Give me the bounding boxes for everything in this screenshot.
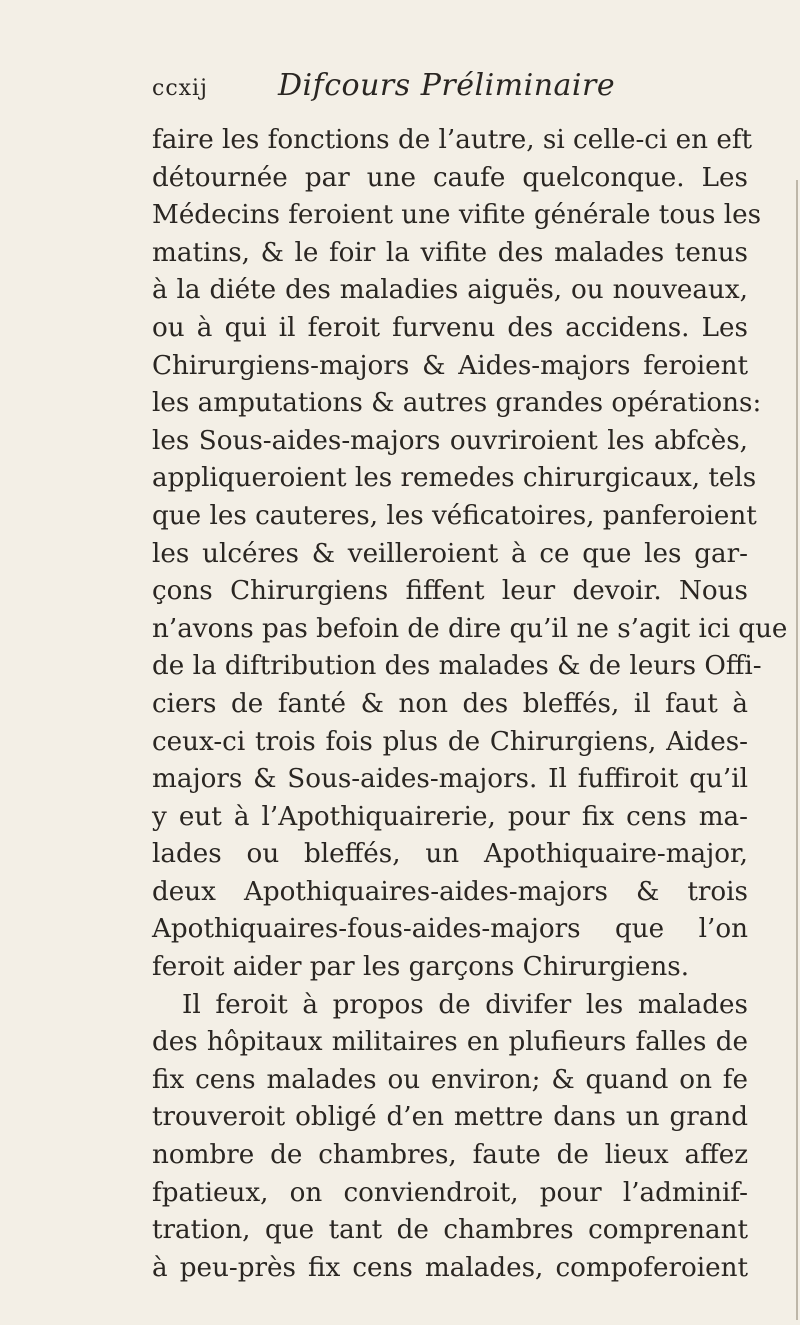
page-edge-rule bbox=[796, 180, 798, 1320]
text-line: à peu-près fix cens malades, compoferoient bbox=[152, 1252, 748, 1283]
text-line: à la diéte des maladies aiguës, ou nouveaux, bbox=[152, 275, 748, 306]
text-line: appliqueroient les remedes chirurgicaux, tels bbox=[152, 463, 757, 494]
text-line: de la diftribution des malades & de leurs Offi- bbox=[152, 651, 762, 682]
text-line: feroit aider par les garçons Chirurgiens. bbox=[152, 952, 690, 983]
text-line: y eut à l’Apothiquairerie, pour fix cens ma- bbox=[152, 801, 748, 832]
text-line: des hôpitaux militaires en plufieurs falles de bbox=[152, 1027, 748, 1058]
text-line: tration, que tant de chambres comprenant bbox=[152, 1215, 748, 1246]
page-header bbox=[152, 62, 748, 106]
page-number: ccxij bbox=[152, 76, 208, 101]
text-line: Chirurgiens-majors & Aides-majors feroient bbox=[152, 350, 748, 381]
body-text bbox=[152, 122, 788, 1287]
text-line: faire les fonctions de l’autre, si celle-ci en eft bbox=[152, 125, 753, 155]
text-line: n’avons pas befoin de dire qu’il ne s’agit ici que bbox=[152, 613, 788, 644]
text-line: ou à qui il feroit furvenu des accidens. Les bbox=[152, 312, 748, 343]
running-title: Difcours Préliminaire bbox=[278, 68, 616, 103]
text-line: détournée par une caufe quelconque. Les bbox=[152, 162, 748, 193]
text-line: çons Chirurgiens fiffent leur devoir. Nous bbox=[152, 576, 748, 607]
text-line: les Sous-aides-majors ouvriroient les abfcès, bbox=[152, 425, 748, 456]
text-line: matins, & le foir la vifite des malades tenus bbox=[152, 237, 748, 268]
text-line: trouveroit obligé d’en mettre dans un grand bbox=[152, 1102, 748, 1133]
text-line: lades ou bleffés, un Apothiquaire-major, bbox=[152, 839, 748, 870]
text-line: les amputations & autres grandes opérations: bbox=[152, 388, 762, 419]
text-line: que les cauteres, les véficatoires, panferoient bbox=[152, 500, 757, 531]
text-line: nombre de chambres, faute de lieux affez bbox=[152, 1140, 748, 1171]
text-line: Médecins feroient une vifite générale tous les bbox=[152, 200, 762, 231]
text-line: fpatieux, on conviendroit, pour l’adminif- bbox=[152, 1177, 748, 1208]
text-line: Il feroit à propos de divifer les malades bbox=[182, 989, 748, 1020]
text-line: ceux-ci trois fois plus de Chirurgiens, Aides- bbox=[152, 726, 748, 757]
text-line: ciers de fanté & non des bleffés, il faut à bbox=[152, 688, 748, 719]
text-line: les ulcéres & veilleroient à ce que les gar- bbox=[152, 538, 748, 569]
text-line: deux Apothiquaires-aides-majors & trois bbox=[152, 876, 748, 907]
text-line: majors & Sous-aides-majors. Il fuffiroit qu’il bbox=[152, 764, 748, 795]
text-line: Apothiquaires-fous-aides-majors que l’on bbox=[152, 914, 748, 945]
text-line: fix cens malades ou environ; & quand on fe bbox=[152, 1064, 748, 1095]
